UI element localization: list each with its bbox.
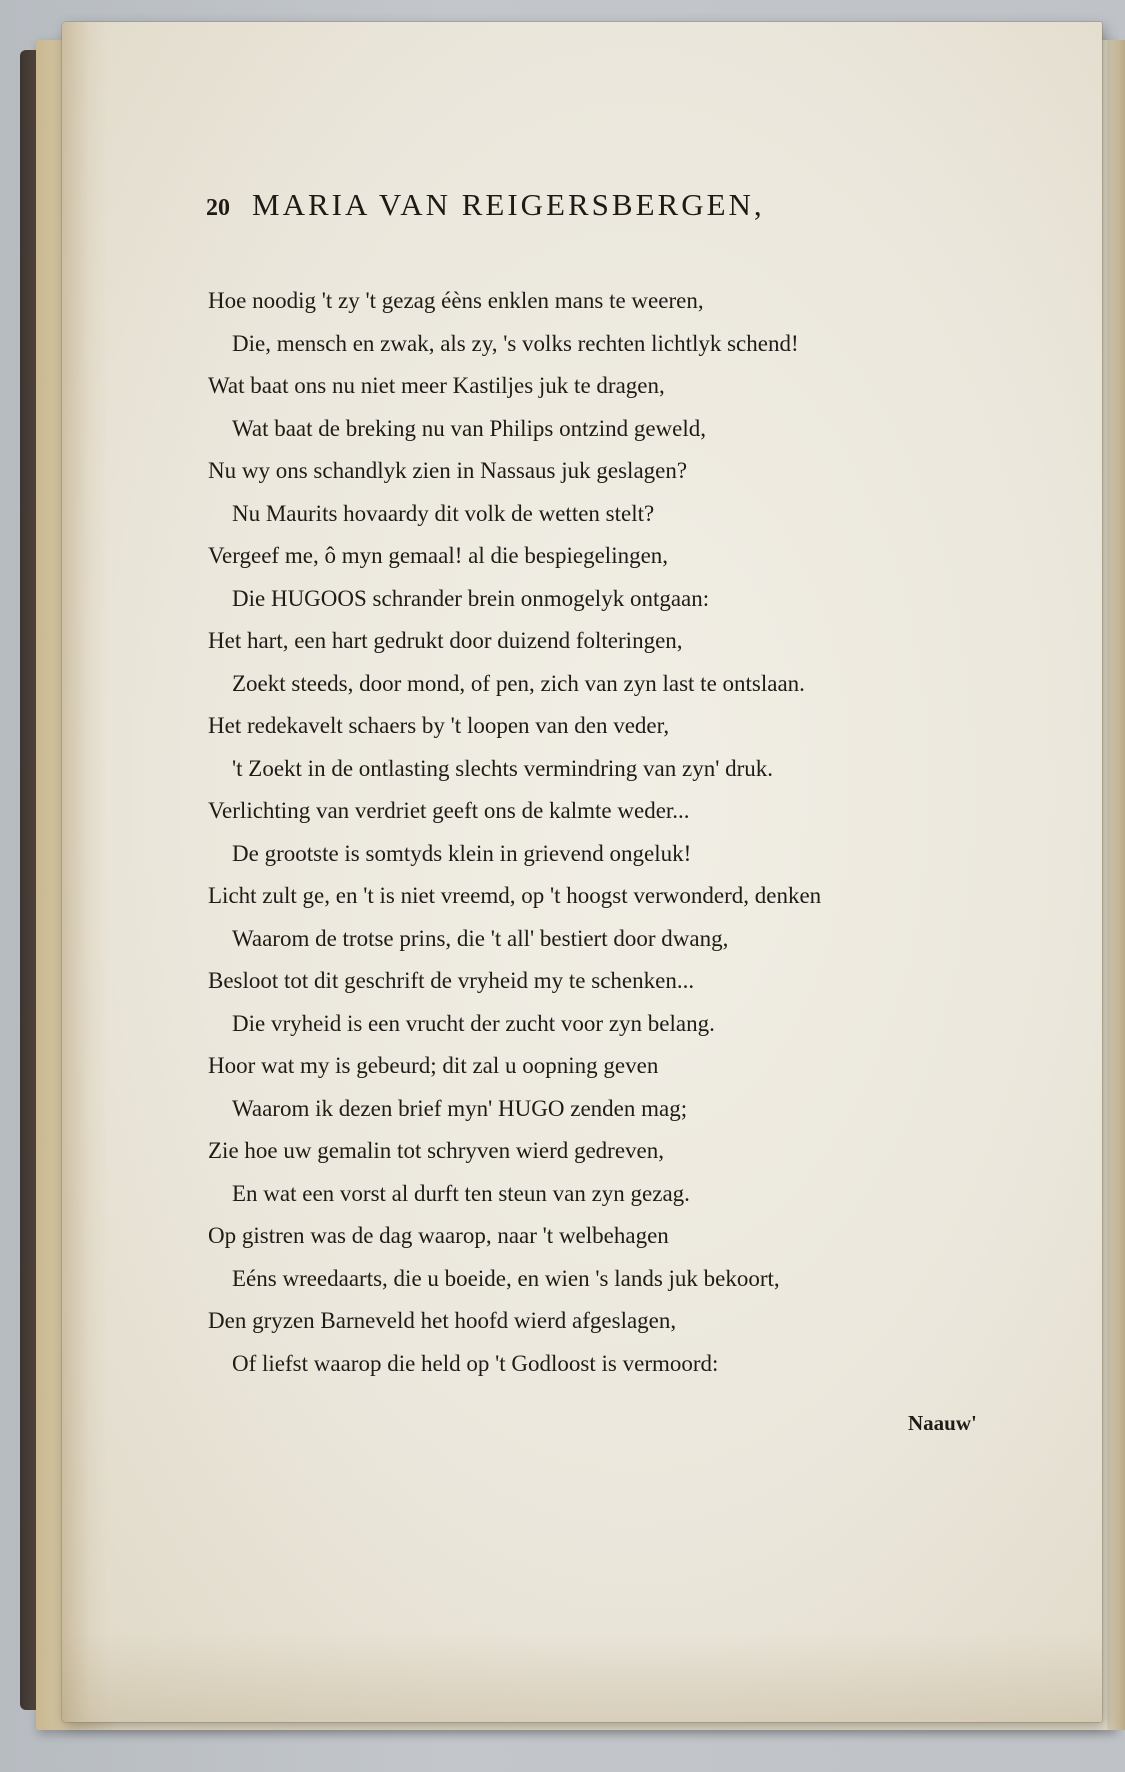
poem-line: Den gryzen Barneveld het hoofd wierd afgeslagen, bbox=[208, 1308, 677, 1333]
catchword: Naauw' bbox=[908, 1411, 977, 1435]
page-edge bbox=[1107, 40, 1125, 1730]
poem-line: Nu wy ons schandlyk zien in Nassaus juk geslagen? bbox=[208, 458, 688, 483]
poem-line: Die vryheid is een vrucht der zucht voor zyn belang. bbox=[232, 1010, 715, 1036]
poem-line: Waarom ik dezen brief myn' HUGO zenden mag; bbox=[232, 1095, 688, 1121]
poem-line: Het redekavelt schaers by 't loopen van den veder, bbox=[208, 713, 670, 738]
poem-line: Vergeef me, ô myn gemaal! al die bespiegelingen, bbox=[208, 543, 669, 568]
poem-line: Zie hoe uw gemalin tot schryven wierd gedreven, bbox=[208, 1138, 665, 1163]
poem-line: Die HUGOOS schrander brein onmogelyk ontgaan: bbox=[232, 585, 710, 611]
poem-line: Waarom de trotse prins, die 't all' bestiert door dwang, bbox=[232, 925, 729, 951]
page-number: 20 bbox=[206, 195, 230, 221]
poem-line: Verlichting van verdriet geeft ons de kalmte weder... bbox=[208, 798, 690, 823]
poem-line: Wat baat de breking nu van Philips ontzind geweld, bbox=[232, 415, 707, 441]
poem-line: Hoe noodig 't zy 't gezag éèns enklen mans te weeren, bbox=[208, 288, 704, 313]
poem-text bbox=[208, 286, 968, 1391]
page-header bbox=[206, 187, 966, 223]
poem-line: Het hart, een hart gedrukt door duizend folteringen, bbox=[208, 628, 683, 653]
poem-line: Licht zult ge, en 't is niet vreemd, op 't hoogst verwonderd, denken bbox=[208, 883, 822, 908]
poem-line: Zoekt steeds, door mond, of pen, zich van zyn last te ontslaan. bbox=[232, 670, 805, 696]
poem-line: En wat een vorst al durft ten steun van zyn gezag. bbox=[232, 1180, 690, 1206]
poem-line: Besloot tot dit geschrift de vryheid my te schenken... bbox=[208, 968, 695, 993]
poem-line: Op gistren was de dag waarop, naar 't welbehagen bbox=[208, 1223, 669, 1248]
poem-line: Wat baat ons nu niet meer Kastiljes juk te dragen, bbox=[208, 373, 665, 398]
poem-line: 't Zoekt in de ontlasting slechts vermindring van zyn' druk. bbox=[232, 755, 774, 781]
poem-line: Of liefst waarop die held op 't Godloost is vermoord: bbox=[232, 1350, 719, 1376]
poem-line: Nu Maurits hovaardy dit volk de wetten stelt? bbox=[232, 500, 655, 526]
poem-line: Hoor wat my is gebeurd; dit zal u oopning geven bbox=[208, 1053, 659, 1078]
poem-line: De grootste is somtyds klein in grievend ongeluk! bbox=[232, 840, 692, 866]
running-title: MARIA VAN REIGERSBERGEN, bbox=[252, 187, 765, 222]
poem-line: Die, mensch en zwak, als zy, 's volks rechten lichtlyk schend! bbox=[232, 330, 799, 356]
poem-line: Eéns wreedaarts, die u boeide, en wien 's lands juk bekoort, bbox=[232, 1265, 780, 1291]
